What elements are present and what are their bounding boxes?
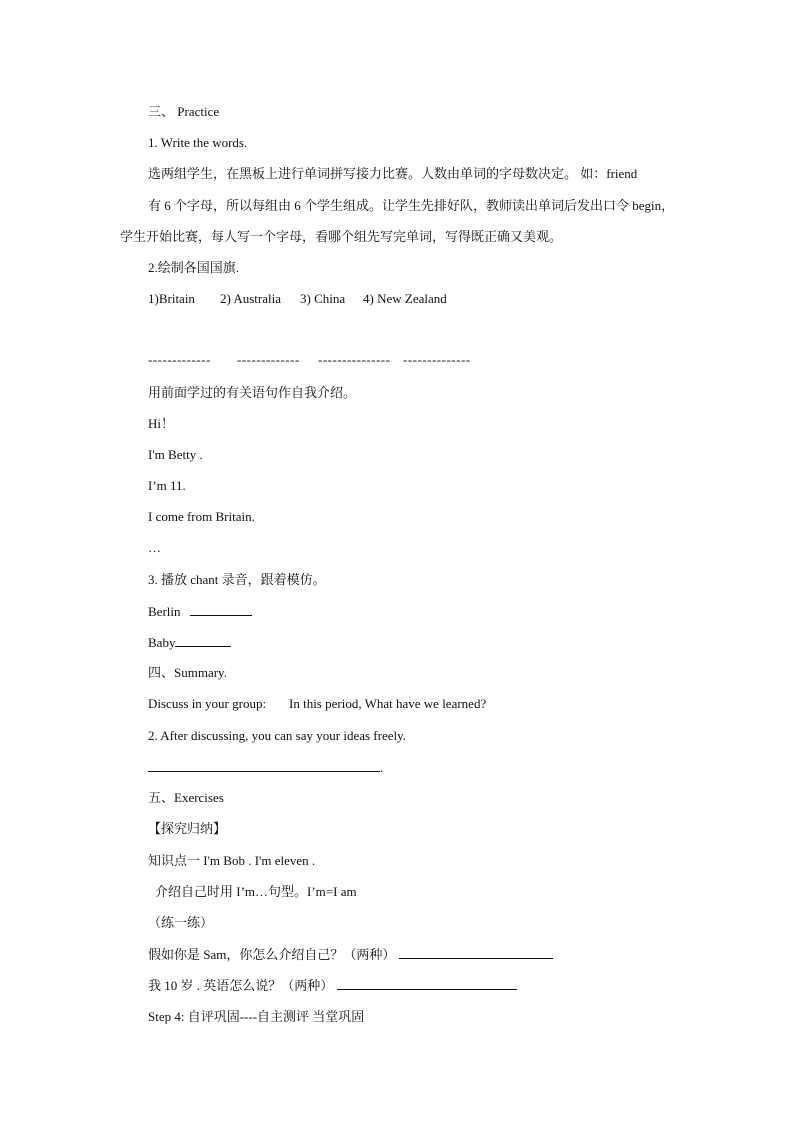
relay-paragraph-line-2: 有 6 个字母，所以每组由 6 个学生组成。让学生先排好队，教师读出单词后发出口令 begin， xyxy=(148,198,675,213)
berlin-answer-blank[interactable] xyxy=(190,602,252,616)
chant-title: 3. 播放 chant 录音，跟着模仿。 xyxy=(148,572,326,587)
write-words-title: 1. Write the words. xyxy=(148,135,248,150)
draw-flags-title: 2.绘制各国国旗. xyxy=(148,260,240,275)
intro-line-ellipsis: … xyxy=(148,540,161,555)
flag-china: 3) China xyxy=(300,291,346,306)
relay-paragraph-line-1: 选两组学生，在黑板上进行单词拼写接力比赛。人数由单词的字母数决定。 如：friend xyxy=(148,166,638,181)
chant-row-berlin xyxy=(148,602,252,621)
step-four: Step 4: 自评巩固----自主测评 当堂巩固 xyxy=(148,1009,365,1024)
question-one-blank[interactable] xyxy=(399,945,553,959)
baby-answer-blank[interactable] xyxy=(175,633,231,647)
flag-australia: 2) Australia xyxy=(220,291,282,306)
chant-row-baby xyxy=(148,633,231,652)
flag-dash-3: --------------- xyxy=(318,352,391,367)
chant-word-berlin: Berlin xyxy=(148,604,181,619)
exercises-heading: 五、Exercises xyxy=(148,790,224,805)
intro-line-country: I come from Britain. xyxy=(148,509,255,524)
flag-new-zealand: 4) New Zealand xyxy=(363,291,447,306)
intro-line-hi: Hi！ xyxy=(148,416,175,431)
chant-word-baby: Baby xyxy=(148,635,176,650)
inquiry-title: 【探究归纳】 xyxy=(148,821,227,836)
section-three-heading: 三、 Practice xyxy=(148,104,220,119)
intro-line-name: I'm Betty . xyxy=(148,447,203,462)
question-one: 假如你是 Sam，你怎么介绍自己？（两种） xyxy=(148,947,396,962)
flag-dash-1: ------------- xyxy=(148,352,211,367)
knowledge-point-one: 知识点一 I'm Bob . I'm eleven . xyxy=(148,853,316,868)
summary-heading: 四、Summary. xyxy=(148,665,227,680)
flag-dash-2: ------------- xyxy=(237,352,300,367)
ideas-end-mark: . xyxy=(380,760,384,775)
knowledge-point-note: 介绍自己时用 I’m…句型。I’m=I am xyxy=(155,884,357,899)
question-one-row xyxy=(148,945,553,964)
self-intro-instruction: 用前面学过的有关语句作自我介绍。 xyxy=(148,385,357,400)
discuss-label: Discuss in your group: xyxy=(148,696,267,711)
flag-dash-4: -------------- xyxy=(403,352,471,367)
ideas-row xyxy=(148,758,383,777)
question-two: 我 10 岁 . 英语怎么说？（两种） xyxy=(148,978,334,993)
relay-paragraph-line-3: 学生开始比赛，每人写一个字母，看哪个组先写完单词，写得既正确又美观。 xyxy=(120,229,563,244)
question-two-blank[interactable] xyxy=(337,976,517,990)
question-two-row xyxy=(148,976,517,995)
intro-line-age: I’m 11. xyxy=(148,478,186,493)
practice-label: （练一练） xyxy=(148,915,214,930)
ideas-answer-blank[interactable] xyxy=(148,758,380,772)
after-discussing: 2. After discussing, you can say your ideas freely. xyxy=(148,728,407,743)
flag-britain: 1)Britain xyxy=(148,291,195,306)
discuss-question: In this period, What have we learned? xyxy=(289,696,487,711)
